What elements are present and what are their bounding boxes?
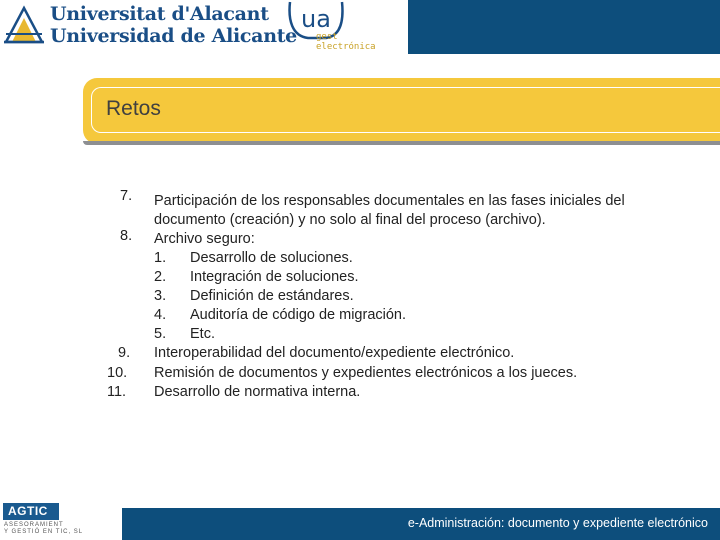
item-text: Participación de los responsables documentales en las fases iniciales del bbox=[154, 193, 625, 209]
subitem-text: Etc. bbox=[190, 326, 215, 342]
subitem-text: Auditoría de código de migración. bbox=[190, 307, 407, 323]
agtic-logo-text: AGTIC bbox=[8, 504, 48, 518]
university-name bbox=[50, 3, 297, 47]
agtic-sub-line2: Y GESTIÓ EN TIC, SL bbox=[4, 529, 84, 535]
title-band-inner-border bbox=[91, 87, 720, 133]
item-number: 7. bbox=[120, 188, 133, 204]
item-text: Interoperabilidad del documento/expediente electrónico. bbox=[154, 345, 515, 361]
header-navy-band bbox=[408, 0, 720, 54]
subitem-text: Definición de estándares. bbox=[190, 288, 354, 304]
ua-logo-caption bbox=[316, 32, 376, 52]
agtic-sub-line1: ASESORAMIENT bbox=[4, 522, 64, 528]
university-emblem-icon bbox=[4, 4, 44, 46]
ua-caption-line2: electrónica bbox=[316, 42, 376, 52]
title-band bbox=[83, 78, 720, 144]
university-name-valencian: Universitat d'Alacant bbox=[50, 3, 269, 25]
subitem-number: 1. bbox=[154, 250, 167, 266]
footer-bar bbox=[122, 508, 720, 540]
university-name-spanish: Universidad de Alicante bbox=[50, 25, 297, 47]
ua-logo-text: ua bbox=[301, 5, 331, 33]
header bbox=[0, 0, 720, 56]
item-text: documento (creación) y no solo al final del proceso (archivo). bbox=[154, 212, 546, 228]
title-band-shadow bbox=[83, 141, 720, 145]
item-number: 8. bbox=[120, 228, 133, 244]
item-text: Remisión de documentos y expedientes electrónicos a los jueces. bbox=[154, 365, 578, 381]
item-text: Desarrollo de normativa interna. bbox=[154, 384, 361, 400]
ua-caption-line1: gest bbox=[316, 32, 338, 42]
footer-text: e-Administración: documento y expediente electrónico bbox=[407, 516, 708, 530]
item-number: 9. bbox=[118, 345, 131, 361]
item-number: 11. bbox=[107, 384, 127, 400]
subitem-number: 3. bbox=[154, 288, 167, 304]
header-logo-area bbox=[0, 0, 408, 56]
subitem-number: 4. bbox=[154, 307, 167, 323]
subitem-number: 5. bbox=[154, 326, 167, 342]
agtic-logo-subtitle bbox=[4, 522, 83, 536]
slide-title: Retos bbox=[106, 97, 161, 120]
subitem-text: Integración de soluciones. bbox=[190, 269, 359, 285]
subitem-text: Desarrollo de soluciones. bbox=[190, 250, 353, 266]
item-number: 10. bbox=[107, 365, 128, 381]
subitem-number: 2. bbox=[154, 269, 167, 285]
item-text: Archivo seguro: bbox=[154, 231, 255, 247]
